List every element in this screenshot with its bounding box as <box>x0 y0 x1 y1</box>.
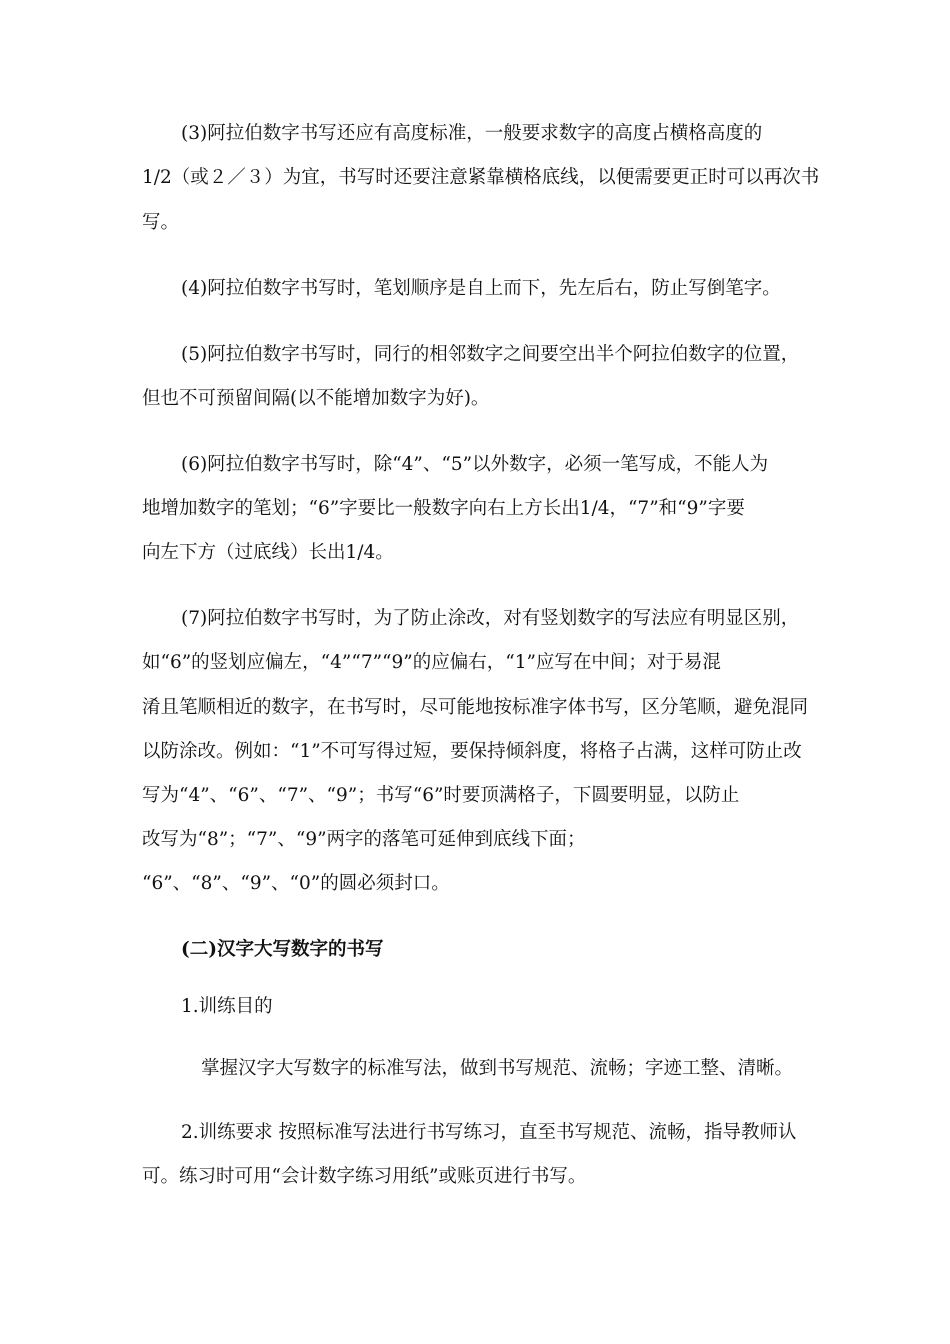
rule-7-line-1: (7)阿拉伯数字书写时，为了防止涂改，对有竖划数字的写法应有明显区别， <box>181 608 800 629</box>
rule-7-line-6: 改写为“8”；“7”、“9”两字的落笔可延伸到底线下面； <box>142 829 586 850</box>
rule-3-line-3: 写。 <box>142 212 180 233</box>
rule-5-line-1: (5)阿拉伯数字书写时，同行的相邻数字之间要空出半个阿拉伯数字的位置， <box>181 344 800 365</box>
rule-7-line-5: 写为“4”、“6”、“7”、“9”；书写“6”时要顶满格子，下圆要明显，以防止 <box>142 785 740 806</box>
rule-7-line-7: “6”、“8”、“9”、“0”的圆必须封口。 <box>142 873 450 894</box>
rule-7-line-4: 以防涂改。例如：“1”不可写得过短，要保持倾斜度，将格子占满，这样可防止改 <box>142 741 802 762</box>
rule-4-line-1: (4)阿拉伯数字书写时，笔划顺序是自上而下，先左后右，防止写倒笔字。 <box>181 278 781 299</box>
section-heading: (二)汉字大写数字的书写 <box>181 939 384 960</box>
rule-6-line-3: 向左下方（过底线）长出1/4。 <box>142 542 394 563</box>
rule-6-line-1: (6)阿拉伯数字书写时，除“4”、“5”以外数字，必须一笔写成，不能人为 <box>181 454 769 475</box>
rule-6-line-2: 地增加数字的笔划；“6”字要比一般数字向右上方长出1/4，“7”和“9”字要 <box>142 498 745 519</box>
item-2-line-2: 可。练习时可用“会计数字练习用纸”或账页进行书写。 <box>142 1166 587 1187</box>
rule-7-line-3: 淆且笔顺相近的数字，在书写时，尽可能地按标准字体书写，区分笔顺，避免混同 <box>142 697 809 718</box>
item-1-body: 掌握汉字大写数字的标准写法，做到书写规范、流畅；字迹工整、清晰。 <box>201 1058 794 1079</box>
rule-3-line-1: (3)阿拉伯数字书写还应有高度标准，一般要求数字的高度占横格高度的 <box>181 123 763 144</box>
item-2-line-1: 2.训练要求 按照标准写法进行书写练习，直至书写规范、流畅，指导教师认 <box>181 1122 797 1143</box>
item-1-title: 1.训练目的 <box>181 996 273 1017</box>
rule-7-line-2: 如“6”的竖划应偏左，“4”“7”“9”的应偏右，“1”应写在中间；对于易混 <box>142 652 721 673</box>
rule-5-line-2: 但也不可预留间隔(以不能增加数字为好)。 <box>142 388 490 409</box>
rule-3-line-2: 1/2（或２／３）为宜，书写时还要注意紧靠横格底线，以便需要更正时可以再次书 <box>142 167 820 188</box>
